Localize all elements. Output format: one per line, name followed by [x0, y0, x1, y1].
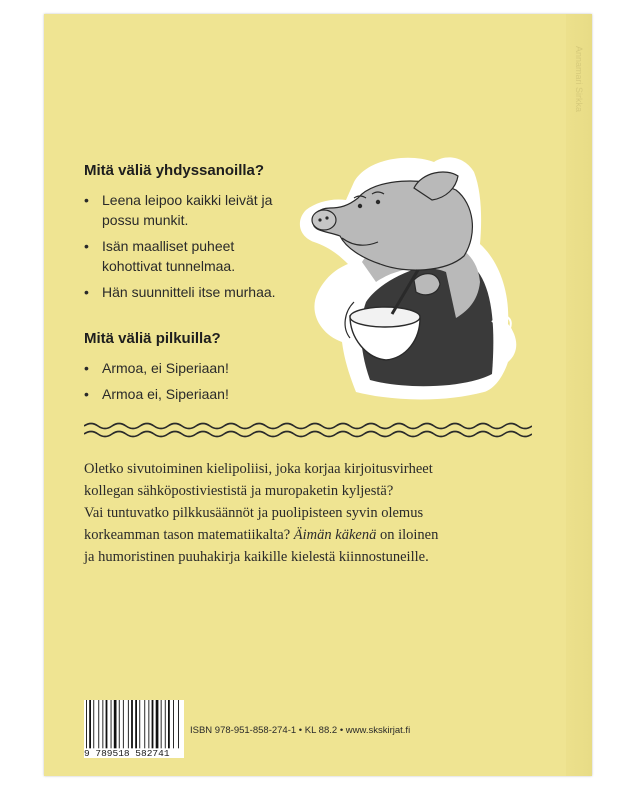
- blurb-line: Vai tuntuvatko pilkkusäännöt ja puolipisteen syvin olemus: [84, 505, 424, 521]
- list-item-line: Armoa, ei Siperiaan!: [102, 360, 229, 376]
- list-item: [84, 190, 314, 230]
- list-item: [84, 236, 314, 276]
- wavy-divider-icon: [84, 420, 532, 440]
- separator: •: [339, 725, 344, 736]
- list-item-line: Leena leipoo kaikki leivät ja: [102, 192, 273, 208]
- blurb-line: korkeamman tason matematiikalta?: [84, 527, 291, 543]
- blurb-line: ja humoristinen puuhakirja kaikille kielestä kiinnostuneille.: [84, 549, 429, 565]
- library-class: KL 88.2: [304, 725, 338, 736]
- section1-list: [84, 190, 314, 308]
- spine-edge: [566, 14, 592, 776]
- list-item-line: Hän suunnitteli itse murhaa.: [102, 284, 276, 300]
- pig-baker-illustration-icon: [296, 152, 528, 407]
- separator: •: [298, 725, 303, 736]
- list-item-line: kohottivat tunnelmaa.: [102, 258, 236, 274]
- section2-list: [84, 358, 314, 410]
- blurb-paragraph: [84, 458, 484, 568]
- blurb-line: kollegan sähköpostiviestistä ja muropaketin kyljestä?: [84, 483, 394, 499]
- list-item-line: Isän maalliset puheet: [102, 238, 235, 254]
- spine-author: Annamari Sirkka: [574, 46, 584, 113]
- book-title: Äimän käkenä: [293, 527, 377, 543]
- publisher-website: www.skskirjat.fi: [345, 725, 411, 736]
- section2-heading: Mitä väliä pilkuilla?: [84, 330, 221, 347]
- barcode-digits: 9 789518 582741: [84, 748, 170, 759]
- list-item-line: possu munkit.: [102, 212, 189, 228]
- list-item-line: Armoa ei, Siperiaan!: [102, 386, 229, 402]
- list-item: [84, 282, 314, 302]
- isbn-line: [190, 725, 410, 736]
- list-item: [84, 358, 314, 378]
- list-item: [84, 384, 314, 404]
- section1-heading: Mitä väliä yhdyssanoilla?: [84, 162, 265, 179]
- blurb-line: Oletko sivutoiminen kielipoliisi, joka korjaa kirjoitusvirheet: [84, 461, 433, 477]
- blurb-line: on iloinen: [379, 527, 439, 543]
- isbn-number: ISBN 978-951-858-274-1: [190, 725, 297, 736]
